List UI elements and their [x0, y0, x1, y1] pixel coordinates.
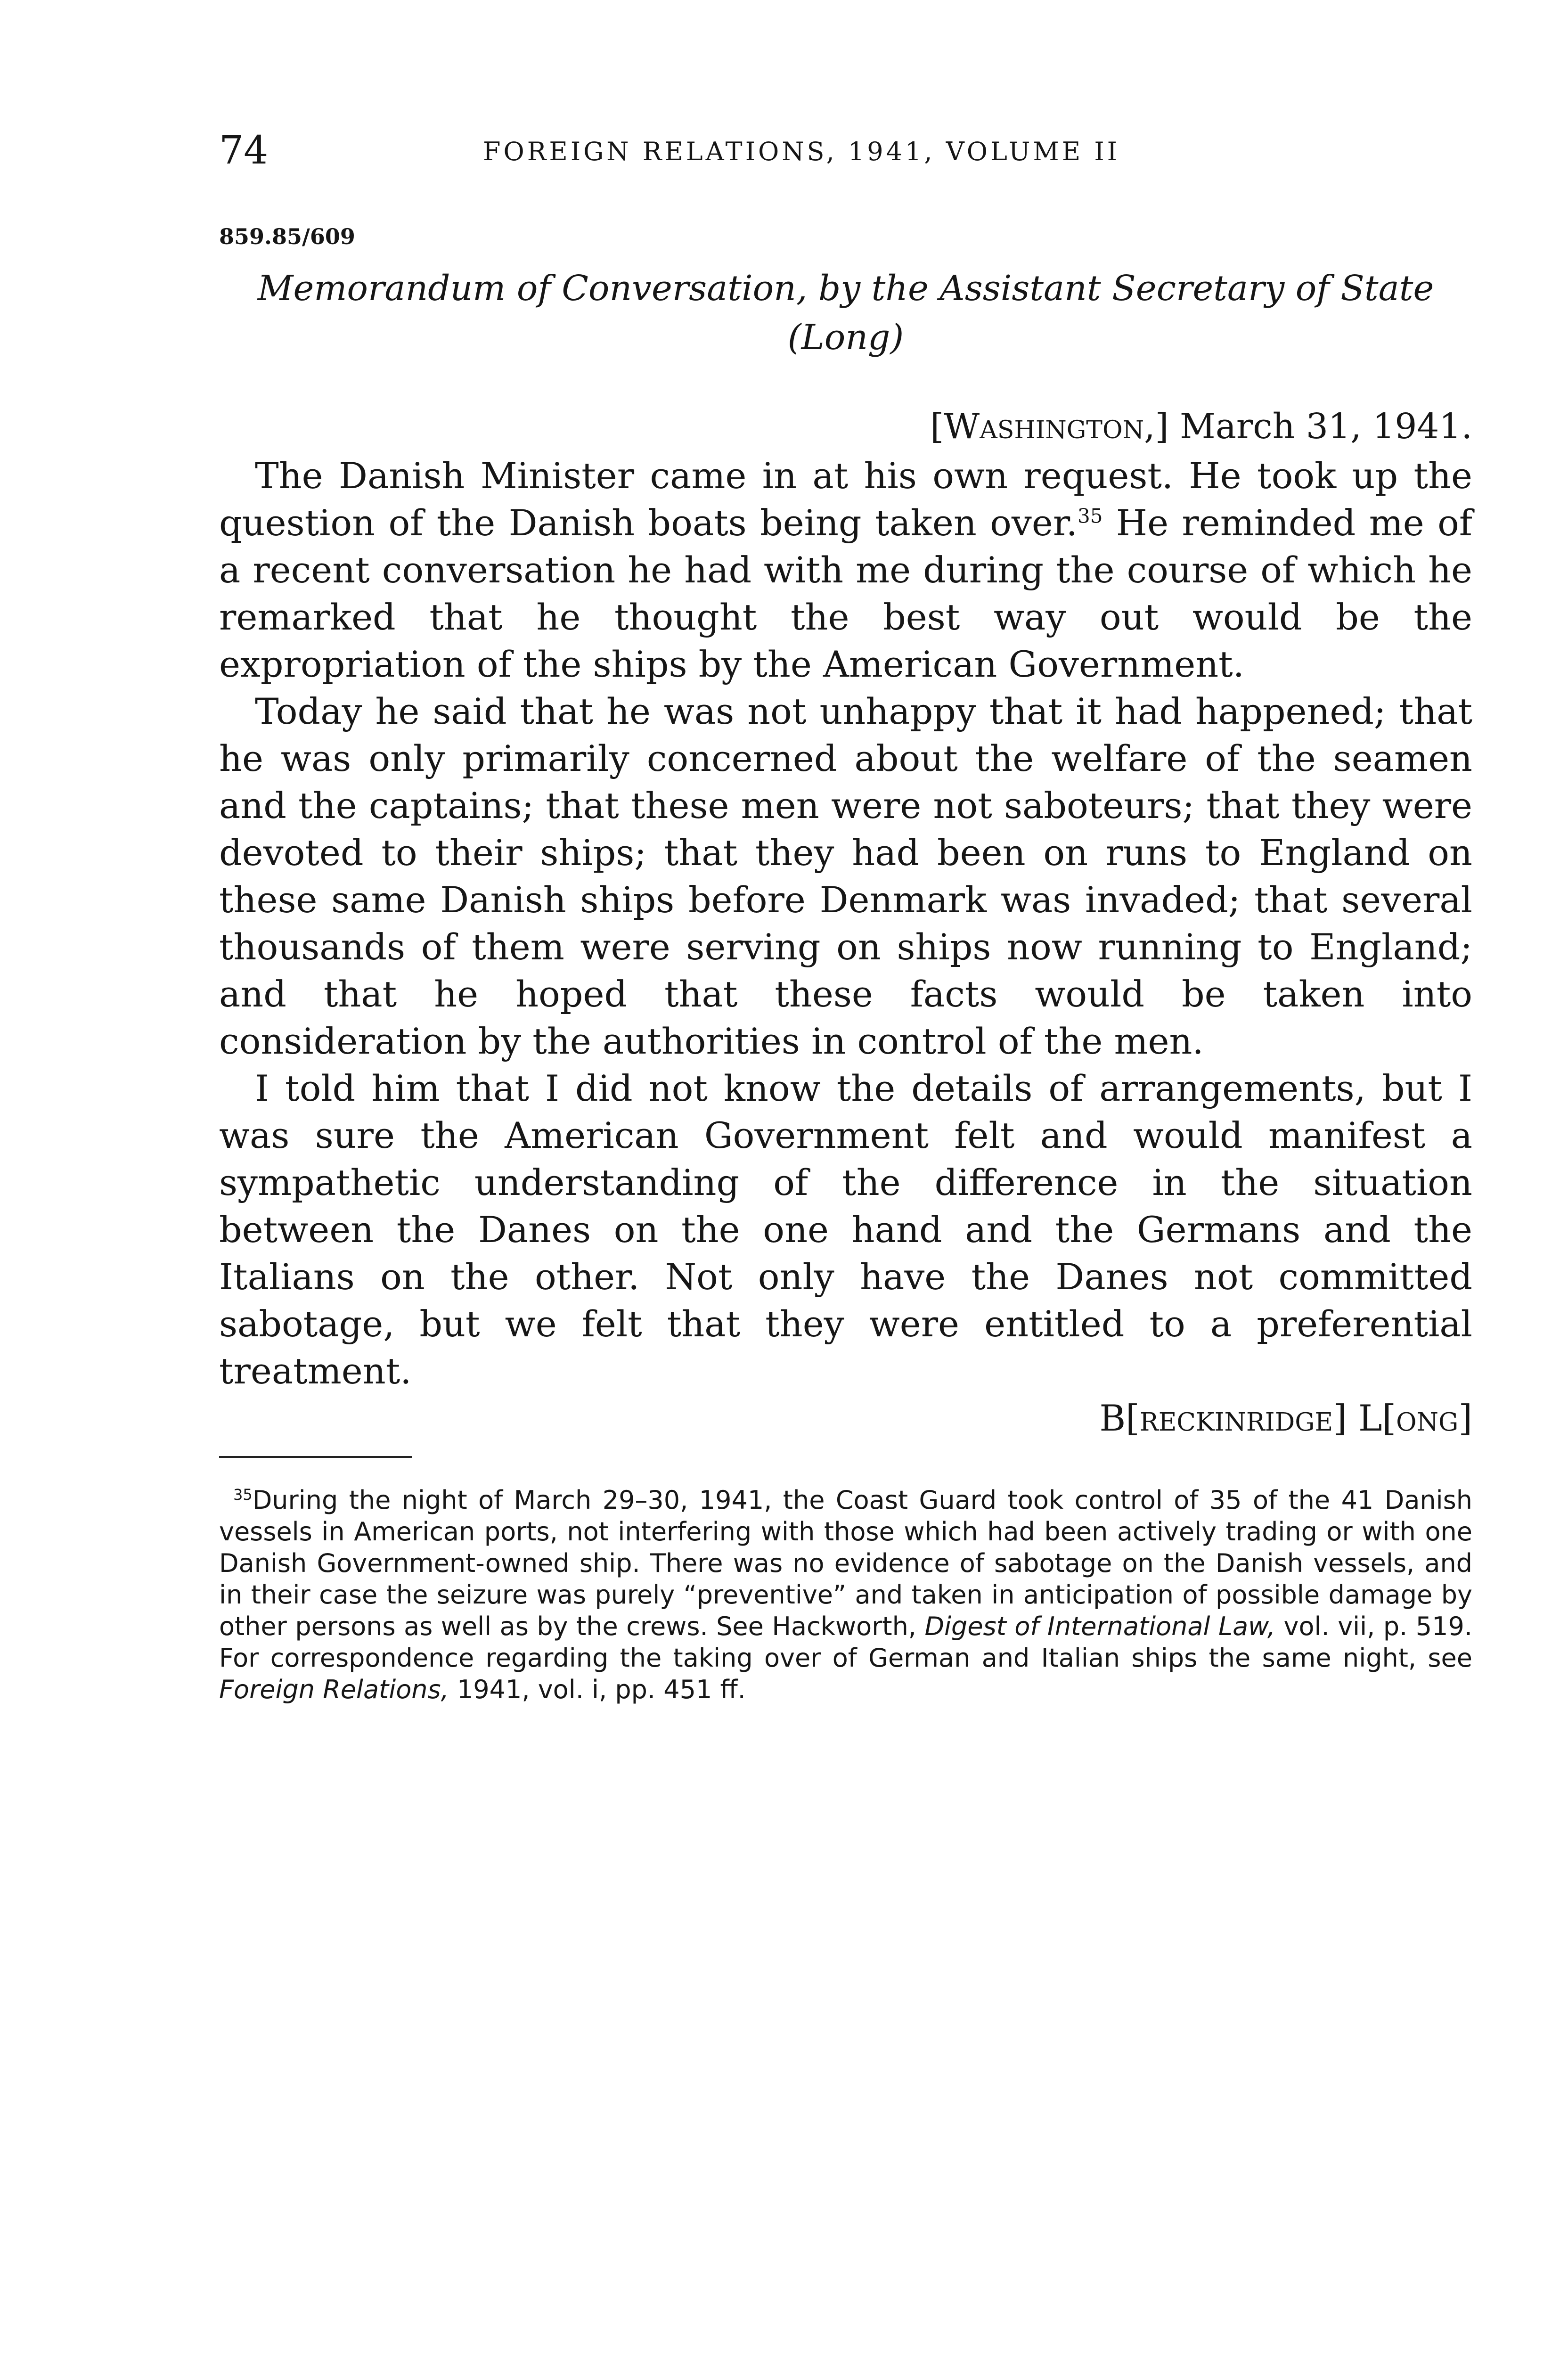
footnote	[219, 1484, 1472, 1705]
paragraph-1-part-a: The Danish Minister came in at his own request. He took up the question of the Danish boats being taken over.	[219, 455, 1472, 544]
signature-initial-l: L	[1347, 1397, 1382, 1439]
paragraph-1	[219, 452, 1472, 688]
document-title	[219, 264, 1472, 362]
running-head	[219, 127, 1472, 184]
paragraph-3: I told him that I did not know the details of arrangements, but I was sure the American Government felt and would manifest a sympathetic understanding of the difference in the situation between the Danes on the one hand and the Germans and the Italians on the other. Not only have the Danes not committed sabotage, but we felt that they were entitled to a preferential treatment.	[219, 1067, 1472, 1392]
footnote-mark: 35	[233, 1486, 253, 1504]
dateline-date: March 31, 1941.	[1180, 406, 1472, 447]
footnote-digest-title: Digest of International Law,	[924, 1612, 1276, 1641]
footnote-text-a: During the night of March 29–30, 1941, the Coast Guard took control of 35 of the 41 Danish vessels in American ports, not interfering with those which had been actively trading or with one Danish Government-owned ship. There was no evidence of sabotage on the Danish vessels, and in their case the seizure was purely “preventive” and taken in anticipation of possible damage by other persons as well as by the crews. See Hackworth,	[219, 1485, 1472, 1641]
footnote-divider	[219, 1456, 412, 1458]
footnote-reference[interactable]: 35	[1077, 504, 1103, 528]
footnote-35	[219, 1484, 1472, 1705]
signature-rest-l: [ong]	[1382, 1397, 1472, 1439]
paragraph-1-part-b: He reminded me of a recent conversation he had with me during the course of which he remarked that he thought the best way out would be the expropriation of the ships by the American Government.	[219, 502, 1472, 685]
paragraph-2: Today he said that he was not unhappy that it had happened; that he was only primarily concerned about the welfare of the seamen and the captains; that these men were not saboteurs; that they were devoted to their ships; that they had been on runs to England on these same Danish ships before Denmark was invaded; that several thousands of them were serving on ships now running to England; and that he hoped that these facts would be taken into consideration by the authorities in control of the men.	[219, 690, 1472, 1062]
running-title: FOREIGN RELATIONS, 1941, VOLUME II	[483, 137, 1120, 166]
footnote-foreign-relations-title: Foreign Relations,	[219, 1675, 449, 1704]
memorandum-body	[219, 452, 1472, 1442]
page-number: 74	[219, 128, 269, 173]
footnote-text-b: vol. vii, p. 519. For correspondence regarding the taking over of German and Italian ships the same night, see	[219, 1612, 1472, 1673]
dateline	[219, 403, 1472, 450]
file-number: 859.85/609	[219, 224, 355, 249]
footnote-text-c: 1941, vol. i, pp. 451 ff.	[449, 1675, 746, 1704]
document-title-line1: Memorandum of Conversation, by the Assistant Secretary of State	[257, 268, 1434, 309]
dateline-place: [Washington,]	[930, 406, 1169, 447]
document-title-line2: (Long)	[787, 317, 904, 358]
signature-rest-b: [reckinridge]	[1126, 1397, 1347, 1439]
signature-initial-b: B	[1099, 1397, 1126, 1439]
signature	[219, 1395, 1472, 1442]
